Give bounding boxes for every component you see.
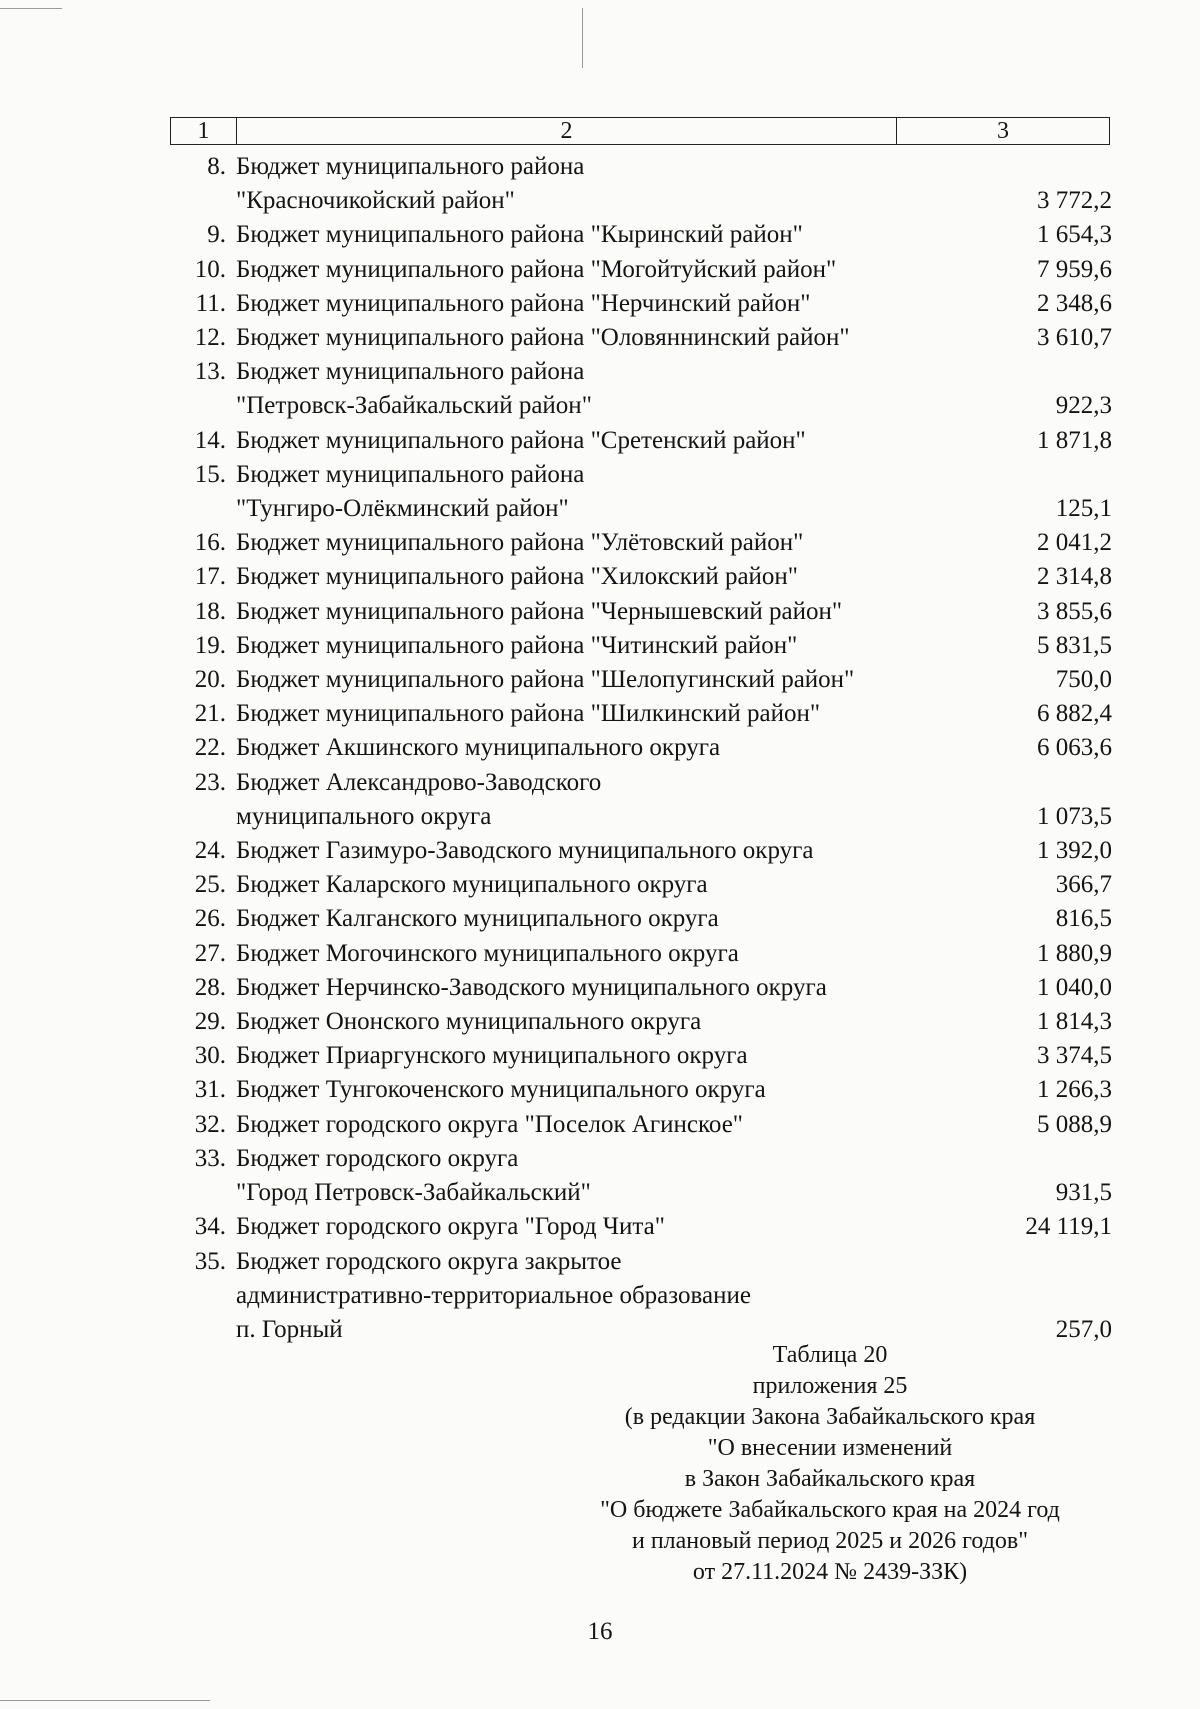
caption-line: и плановый период 2025 и 2026 годов" bbox=[631, 1528, 1029, 1554]
row-label-line: Бюджет муниципального района "Нерчинский район" bbox=[236, 289, 811, 317]
row-label-line: Бюджет муниципального района "Шилкинский район" bbox=[236, 700, 821, 728]
row-value-cell bbox=[972, 766, 1112, 834]
table-row bbox=[170, 424, 1112, 458]
row-label bbox=[236, 218, 972, 252]
row-label bbox=[236, 526, 972, 560]
table-row bbox=[170, 321, 1112, 355]
row-value: 922,3 bbox=[1055, 392, 1112, 420]
table-row bbox=[170, 1108, 1112, 1142]
row-value-cell bbox=[972, 1142, 1112, 1210]
caption-line: "О бюджете Забайкальского края на 2024 год bbox=[600, 1497, 1060, 1523]
table-row bbox=[170, 218, 1112, 252]
scan-mark bbox=[582, 8, 583, 68]
row-label-line: административно-территориальное образование bbox=[236, 1281, 751, 1309]
row-value: 2 314,8 bbox=[1037, 563, 1112, 591]
row-label-line: муниципального округа bbox=[236, 802, 492, 830]
row-value: 3 772,2 bbox=[1037, 187, 1112, 215]
row-label-line: Бюджет муниципального района "Могойтуйский район" bbox=[236, 255, 837, 283]
row-number: 19. bbox=[194, 631, 226, 659]
header-col-3: 3 bbox=[997, 118, 1009, 144]
row-value: 931,5 bbox=[1055, 1179, 1112, 1207]
row-number: 16. bbox=[194, 529, 226, 557]
caption-line: "О внесении изменений bbox=[707, 1435, 953, 1461]
row-label-line: Бюджет муниципального района "Читинский район" bbox=[236, 631, 798, 659]
row-number: 9. bbox=[207, 221, 226, 249]
table-row bbox=[170, 253, 1112, 287]
table-row bbox=[170, 1245, 1112, 1348]
row-value-cell bbox=[972, 902, 1112, 936]
row-label bbox=[236, 868, 972, 902]
row-value: 1 392,0 bbox=[1037, 837, 1112, 865]
table-row bbox=[170, 526, 1112, 560]
row-label-line: Бюджет городского округа "Город Чита" bbox=[236, 1213, 665, 1241]
row-value: 1 814,3 bbox=[1037, 1008, 1112, 1036]
row-label bbox=[236, 321, 972, 355]
row-number: 15. bbox=[194, 460, 226, 488]
caption-line: (в редакции Закона Забайкальского края bbox=[624, 1404, 1036, 1430]
row-number: 29. bbox=[194, 1008, 226, 1036]
row-value-cell bbox=[972, 526, 1112, 560]
table-row bbox=[170, 287, 1112, 321]
row-label bbox=[236, 287, 972, 321]
row-label bbox=[236, 971, 972, 1005]
row-label-line: "Тунгиро-Олёкминский район" bbox=[236, 495, 569, 523]
row-value-cell bbox=[972, 355, 1112, 423]
table-header bbox=[170, 117, 1110, 145]
table-row bbox=[170, 766, 1112, 834]
row-label-line: Бюджет Могочинского муниципального округа bbox=[236, 939, 739, 967]
row-number: 10. bbox=[194, 255, 226, 283]
row-value: 7 959,6 bbox=[1037, 255, 1112, 283]
scan-mark bbox=[0, 1700, 210, 1701]
row-value-cell bbox=[972, 731, 1112, 765]
table-row bbox=[170, 834, 1112, 868]
row-value-cell bbox=[972, 150, 1112, 218]
table-row bbox=[170, 868, 1112, 902]
row-value-cell bbox=[972, 1073, 1112, 1107]
row-label bbox=[236, 355, 972, 423]
row-label bbox=[236, 834, 972, 868]
row-label bbox=[236, 1039, 972, 1073]
scan-mark bbox=[0, 8, 62, 9]
row-label bbox=[236, 731, 972, 765]
header-col-1: 1 bbox=[171, 118, 237, 144]
table-row bbox=[170, 150, 1112, 218]
row-number: 11. bbox=[195, 289, 226, 317]
budget-table-body bbox=[170, 150, 1112, 1347]
table-row bbox=[170, 458, 1112, 526]
row-value-cell bbox=[972, 1039, 1112, 1073]
row-value-cell bbox=[972, 868, 1112, 902]
row-value: 125,1 bbox=[1055, 495, 1112, 523]
row-label-line: Бюджет Калганского муниципального округа bbox=[236, 905, 719, 933]
row-label bbox=[236, 1210, 972, 1244]
row-value: 1 871,8 bbox=[1037, 426, 1112, 454]
row-number: 27. bbox=[194, 939, 226, 967]
table-row bbox=[170, 1005, 1112, 1039]
row-value: 1 040,0 bbox=[1037, 973, 1112, 1001]
row-label-line: Бюджет городского округа bbox=[236, 1144, 519, 1172]
row-value-cell bbox=[972, 424, 1112, 458]
row-value-cell bbox=[972, 697, 1112, 731]
row-label-line: Бюджет Александрово-Заводского bbox=[236, 768, 602, 796]
row-value: 6 063,6 bbox=[1037, 734, 1112, 762]
table-caption bbox=[570, 1340, 1090, 1588]
row-number: 20. bbox=[194, 666, 226, 694]
caption-line: приложения 25 bbox=[752, 1373, 908, 1399]
row-value-cell bbox=[972, 458, 1112, 526]
row-value-cell bbox=[972, 321, 1112, 355]
row-label bbox=[236, 629, 972, 663]
row-label-line: Бюджет муниципального района bbox=[236, 153, 585, 180]
row-value: 2 041,2 bbox=[1037, 529, 1112, 557]
row-label-line: Бюджет Тунгокоченского муниципального округа bbox=[236, 1076, 766, 1104]
row-label-line: Бюджет муниципального района "Хилокский район" bbox=[236, 563, 799, 591]
row-label-line: Бюджет Приаргунского муниципального округа bbox=[236, 1042, 748, 1070]
row-value: 1 880,9 bbox=[1037, 939, 1112, 967]
row-value: 1 654,3 bbox=[1037, 221, 1112, 249]
row-value: 5 088,9 bbox=[1037, 1110, 1112, 1138]
row-label-line: Бюджет муниципального района "Чернышевский район" bbox=[236, 597, 843, 625]
row-label-line: Бюджет муниципального района "Шелопугинский район" bbox=[236, 666, 855, 694]
row-value: 1 266,3 bbox=[1037, 1076, 1112, 1104]
table-row bbox=[170, 663, 1112, 697]
row-label bbox=[236, 902, 972, 936]
table-row bbox=[170, 1210, 1112, 1244]
row-label-line: п. Горный bbox=[236, 1315, 343, 1343]
table-row bbox=[170, 560, 1112, 594]
row-value: 5 831,5 bbox=[1037, 631, 1112, 659]
row-number: 22. bbox=[194, 734, 226, 762]
row-label-line: Бюджет муниципального района "Сретенский район" bbox=[236, 426, 806, 454]
row-value-cell bbox=[972, 1245, 1112, 1348]
row-label bbox=[236, 1245, 972, 1348]
row-number: 8. bbox=[207, 153, 226, 180]
row-label-line: Бюджет Нерчинско-Заводского муниципального округа bbox=[236, 973, 827, 1001]
row-number: 17. bbox=[194, 563, 226, 591]
row-label-line: Бюджет Ононского муниципального округа bbox=[236, 1008, 702, 1036]
header-col-2: 2 bbox=[237, 118, 897, 144]
row-value-cell bbox=[972, 834, 1112, 868]
row-value-cell bbox=[972, 218, 1112, 252]
row-number: 14. bbox=[194, 426, 226, 454]
row-value-cell bbox=[972, 287, 1112, 321]
row-value: 366,7 bbox=[1055, 871, 1112, 899]
table-row bbox=[170, 697, 1112, 731]
row-value: 3 855,6 bbox=[1037, 597, 1112, 625]
row-value: 1 073,5 bbox=[1037, 802, 1112, 830]
row-value-cell bbox=[972, 629, 1112, 663]
row-label-line: Бюджет городского округа "Поселок Агинское" bbox=[236, 1110, 743, 1138]
row-label bbox=[236, 1108, 972, 1142]
caption-line: от 27.11.2024 № 2439-ЗЗК) bbox=[692, 1559, 968, 1585]
row-label-line: Бюджет городского округа закрытое bbox=[236, 1247, 622, 1275]
row-number: 23. bbox=[194, 768, 226, 796]
row-number: 32. bbox=[194, 1110, 226, 1138]
row-label bbox=[236, 937, 972, 971]
row-number: 21. bbox=[194, 700, 226, 728]
table-row bbox=[170, 1073, 1112, 1107]
row-label bbox=[236, 663, 972, 697]
row-number: 30. bbox=[194, 1042, 226, 1070]
row-label-line: Бюджет Акшинского муниципального округа bbox=[236, 734, 721, 762]
row-label bbox=[236, 595, 972, 629]
row-number: 12. bbox=[194, 324, 226, 352]
row-label-line: Бюджет Газимуро-Заводского муниципального округа bbox=[236, 837, 814, 865]
row-value: 6 882,4 bbox=[1037, 700, 1112, 728]
table-row bbox=[170, 1142, 1112, 1210]
row-label-line: Бюджет муниципального района "Кыринский район" bbox=[236, 221, 803, 249]
row-label bbox=[236, 253, 972, 287]
row-label bbox=[236, 1142, 972, 1210]
row-number: 26. bbox=[194, 905, 226, 933]
row-number: 18. bbox=[194, 597, 226, 625]
row-value: 257,0 bbox=[1055, 1315, 1112, 1343]
page-number: 16 bbox=[587, 1618, 613, 1645]
row-value-cell bbox=[972, 1108, 1112, 1142]
row-label-line: Бюджет Каларского муниципального округа bbox=[236, 871, 708, 899]
table-row bbox=[170, 731, 1112, 765]
row-value-cell bbox=[972, 971, 1112, 1005]
row-number: 31. bbox=[194, 1076, 226, 1104]
row-label bbox=[236, 1005, 972, 1039]
row-number: 34. bbox=[194, 1213, 226, 1241]
row-label bbox=[236, 150, 972, 218]
row-number: 24. bbox=[194, 837, 226, 865]
row-number: 35. bbox=[194, 1247, 226, 1275]
row-label bbox=[236, 560, 972, 594]
row-label-line: Бюджет муниципального района bbox=[236, 358, 585, 386]
table-row bbox=[170, 902, 1112, 936]
row-label-line: "Красночикойский район" bbox=[236, 187, 515, 215]
row-value-cell bbox=[972, 663, 1112, 697]
row-label-line: "Петровск-Забайкальский район" bbox=[236, 392, 592, 420]
row-label-line: Бюджет муниципального района bbox=[236, 460, 585, 488]
row-label bbox=[236, 458, 972, 526]
row-value: 24 119,1 bbox=[1025, 1213, 1112, 1241]
row-number: 33. bbox=[194, 1144, 226, 1172]
row-label-line: Бюджет муниципального района "Улётовский район" bbox=[236, 529, 804, 557]
table-row bbox=[170, 355, 1112, 423]
row-label bbox=[236, 1073, 972, 1107]
row-value-cell bbox=[972, 1210, 1112, 1244]
table-row bbox=[170, 595, 1112, 629]
row-label-line: Бюджет муниципального района "Оловяннинский район" bbox=[236, 324, 850, 352]
row-value-cell bbox=[972, 937, 1112, 971]
table-row bbox=[170, 629, 1112, 663]
row-number: 28. bbox=[194, 973, 226, 1001]
table-row bbox=[170, 971, 1112, 1005]
row-value: 750,0 bbox=[1055, 666, 1112, 694]
row-value: 2 348,6 bbox=[1037, 289, 1112, 317]
row-value: 3 374,5 bbox=[1037, 1042, 1112, 1070]
row-value: 3 610,7 bbox=[1037, 324, 1112, 352]
table-row bbox=[170, 1039, 1112, 1073]
table-row bbox=[170, 937, 1112, 971]
row-value-cell bbox=[972, 1005, 1112, 1039]
row-label bbox=[236, 424, 972, 458]
row-number: 13. bbox=[194, 358, 226, 386]
row-label bbox=[236, 697, 972, 731]
caption-line: в Закон Забайкальского края bbox=[684, 1466, 976, 1492]
row-label-line: "Город Петровск-Забайкальский" bbox=[236, 1179, 591, 1207]
row-value: 816,5 bbox=[1055, 905, 1112, 933]
row-value-cell bbox=[972, 595, 1112, 629]
row-value-cell bbox=[972, 560, 1112, 594]
caption-line: Таблица 20 bbox=[772, 1342, 888, 1368]
row-label bbox=[236, 766, 972, 834]
row-value-cell bbox=[972, 253, 1112, 287]
row-number: 25. bbox=[194, 871, 226, 899]
